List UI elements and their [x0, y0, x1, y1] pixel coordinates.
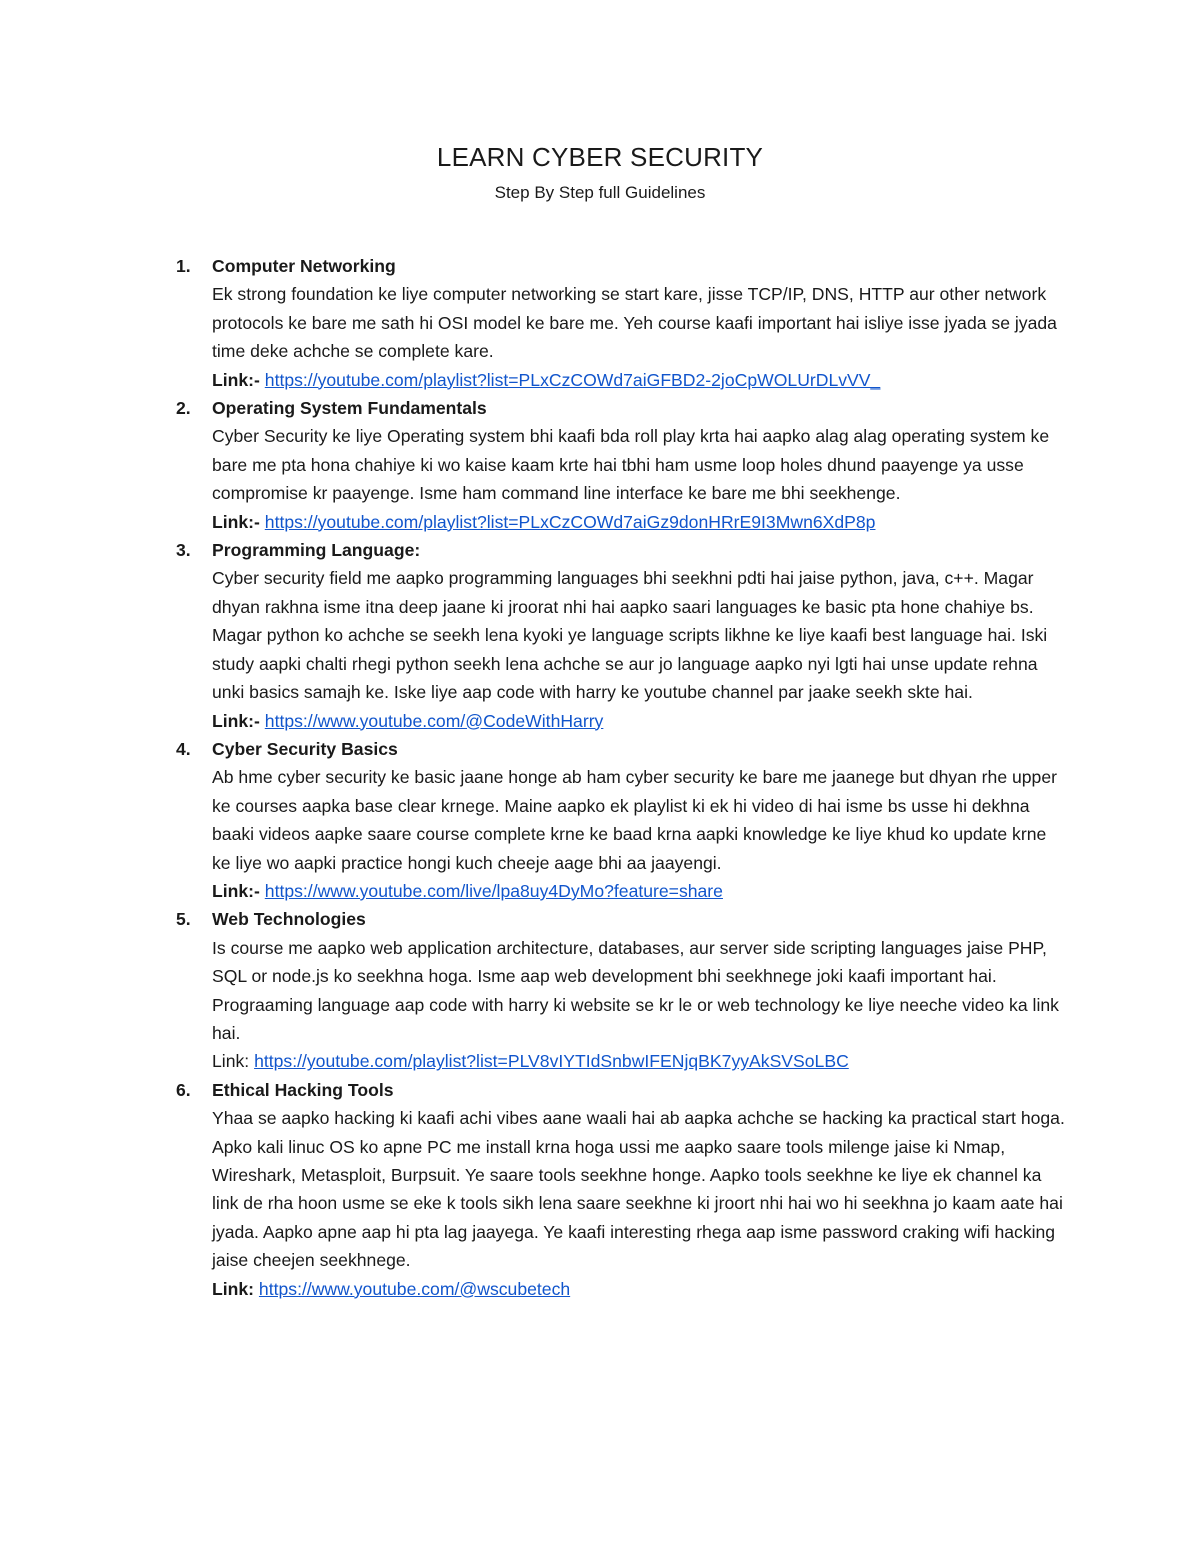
video-link[interactable]: https://www.youtube.com/live/lpa8uy4DyMo?feature=share — [264, 880, 723, 901]
item-number: 1. — [176, 256, 191, 276]
item-link-line — [212, 1275, 1066, 1303]
item-link-line — [212, 877, 1066, 905]
item-heading: Cyber Security Basics — [212, 738, 398, 759]
channel-link[interactable]: https://www.youtube.com/@CodeWithHarry — [264, 710, 604, 731]
item-description: Cyber Security ke liye Operating system bhi kaafi bda roll play krta hai aapko alag alag operating system ke bare me pta hona chahiye ki wo kaise kaam krte hai tbhi ham usme loop holes dhund paayenge ya usse compromise kr paayenge. Isme ham command line interface ke bare me bhi seekhenge. — [212, 426, 1050, 504]
item-link-line — [212, 707, 1066, 735]
document-title: LEARN CYBER SECURITY — [436, 142, 764, 172]
playlist-link[interactable]: https://youtube.com/playlist?list=PLxCzCOWd7aiGz9donHRrE9I3Mwn6XdP8p — [264, 511, 876, 532]
link-label: Link: — [212, 1051, 250, 1072]
item-link-line — [212, 508, 1066, 536]
item-description: Cyber security field me aapko programming languages bhi seekhni pdti hai jaise python, java, c++. Magar dhyan rakhna isme itna deep jaane ki jroorat nhi hai aapko saari languages ke basic pta hone chahiye bs. Magar python ko achche se seekh lena kyoki ye language scripts likhne ke liye kaafi best language hai. Iski study aapki chalti rhegi python seekh lena achche se aur jo language aapko nyi lgti hai unse update rehna unki basics samajh ke. Iske liye aap code with harry ke youtube channel par jaake seekh skte hai. — [212, 568, 1048, 703]
document-subtitle: Step By Step full Guidelines — [494, 183, 706, 202]
item-link-line — [212, 1047, 1066, 1075]
link-label: Link:- — [212, 369, 260, 390]
link-label: Link:- — [212, 880, 260, 901]
item-number: 4. — [176, 738, 191, 759]
item-heading: Programming Language: — [212, 540, 421, 561]
item-heading: Operating System Fundamentals — [212, 398, 487, 419]
link-label: Link: — [212, 1278, 255, 1299]
guideline-item-2 — [176, 394, 1066, 536]
guideline-item-3 — [176, 536, 1066, 735]
link-label: Link:- — [212, 710, 260, 731]
item-heading: Computer Networking — [212, 256, 396, 276]
item-number: 3. — [176, 540, 191, 561]
guideline-item-5 — [176, 905, 1066, 1075]
playlist-link[interactable]: https://youtube.com/playlist?list=PLV8vIYTIdSnbwIFENjqBK7yyAkSVSoLBC — [254, 1051, 849, 1072]
item-description: Ab hme cyber security ke basic jaane honge ab ham cyber security ke bare me jaanege but dhyan rhe upper ke courses aapka base clear krnege. Maine aapko ek playlist ki ek hi video di hai isme bs usse hi dekhna baaki videos aapke saare course complete krne ke baad krna aapki knowledge ke liye khud ko update krne ke liye wo aapki practice hongi kuch cheeje aage bhi aa jaayengi. — [212, 767, 1057, 873]
guideline-item-6 — [176, 1076, 1066, 1303]
item-description: Yhaa se aapko hacking ki kaafi achi vibes aane waali hai ab aapka achche se hacking ka practical start hoga. Apko kali linuc OS ko apne PC me install krna hoga ussi me aapko saare tools milenge jaise ki Nmap, Wireshark, Metasploit, Burpsuit. Ye saare tools seekhne honge. Aapko tools seekhne ke liye ek channel ka link de rha hoon usme se eke k tools sikh lena saare seekhne ki jroort nhi hai wo hi seekhna jo kaam aate hai jyada. Aapko apne aap hi pta lag jaayega. Ye kaafi interesting rhega aap isme password craking wifi hacking jaise cheejen seekhnege. — [212, 1108, 1065, 1271]
guideline-list — [176, 252, 1066, 1303]
item-number: 6. — [176, 1079, 191, 1100]
item-number: 2. — [176, 398, 191, 419]
item-heading: Ethical Hacking Tools — [212, 1079, 394, 1100]
guideline-item-1 — [176, 252, 1066, 394]
item-number: 5. — [176, 909, 191, 930]
item-heading: Web Technologies — [212, 909, 366, 930]
item-description: Is course me aapko web application architecture, databases, aur server side scripting languages jaise PHP, SQL or node.js ko seekhna hoga. Isme aap web development bhi seekhnege joki kaafi important hai. Prograaming language aap code with harry ki website se kr le or web technology ke liye neeche video ka link hai. — [212, 937, 1059, 1043]
playlist-link[interactable]: https://youtube.com/playlist?list=PLxCzCOWd7aiGFBD2-2joCpWOLUrDLvVV_ — [264, 369, 881, 390]
link-label: Link:- — [212, 511, 260, 532]
item-link-line — [212, 366, 1066, 394]
guideline-item-4 — [176, 735, 1066, 905]
item-description: Ek strong foundation ke liye computer networking se start kare, jisse TCP/IP, DNS, HTTP aur other network protocols ke bare me sath hi OSI model ke bare me. Yeh course kaafi important hai isliye isse jyada se jyada time deke achche se complete kare. — [212, 284, 1057, 362]
channel-link[interactable]: https://www.youtube.com/@wscubetech — [258, 1278, 571, 1299]
